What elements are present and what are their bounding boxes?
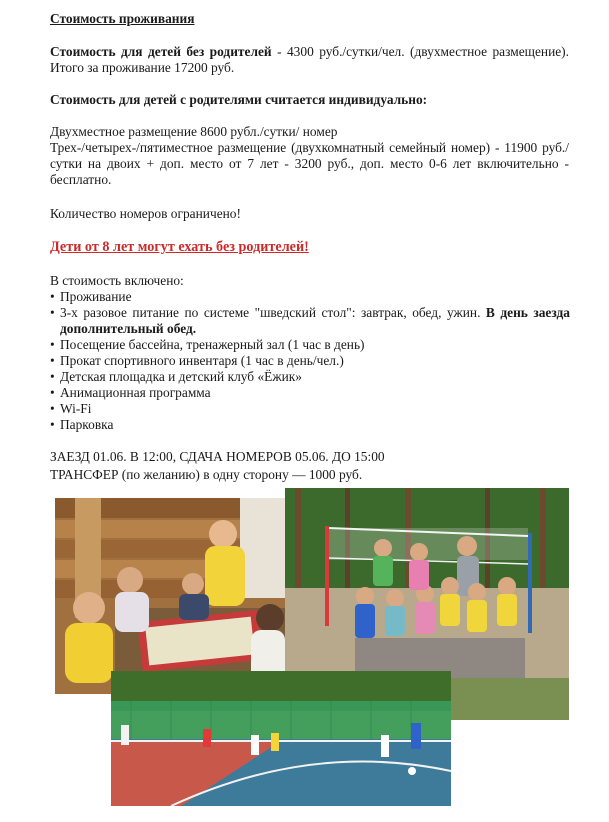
price-kids-with-parents: Стоимость для детей с родителями считается индивидуально: (50, 92, 428, 107)
included-item: • Анимационная программа (50, 385, 570, 401)
highlight-note: Дети от 8 лет могут ехать без родителей! (50, 239, 309, 255)
photo-sports-court (111, 671, 451, 806)
price-kids-without-parents (50, 44, 569, 76)
included-item: • Парковка (50, 417, 570, 433)
included-item: • Детская площадка и детский клуб «Ёжик» (50, 369, 570, 385)
page-heading: Стоимость проживания (50, 11, 195, 26)
double-room-price: Двухместное размещение 8600 рубл./сутки/ номер (50, 124, 338, 139)
price-kids-without-parents-text: - 4300 руб./сутки/чел. (двухместное размещение). Итого за проживание 17200 руб. (50, 44, 569, 75)
included-item: • Wi-Fi (50, 401, 570, 417)
included-item: • Посещение бассейна, тренажерный зал (1 час в день) (50, 337, 570, 353)
included-item: • Проживание (50, 289, 570, 305)
photo-board-game (55, 498, 285, 694)
included-title: В стоимость включено: (50, 273, 184, 288)
transfer-price: ТРАНСФЕР (по желанию) в одну сторону — 1000 руб. (50, 467, 363, 482)
included-list (50, 289, 570, 433)
included-item: • 3-х разовое питание по системе "шведский стол": завтрак, обед, ужин. В день заезда дополнительный обед. (50, 305, 570, 337)
family-room-price: Трех-/четырех-/пятиместное размещение (двухкомнатный семейный номер) - 11900 руб./сутки на двоих + доп. место от 7 лет - 3200 руб., доп. место 0-6 лет включительно - бесплатно. (50, 140, 569, 187)
price-kids-without-parents-label: Стоимость для детей без родителей (50, 44, 272, 59)
limited-rooms-note: Количество номеров ограничено! (50, 206, 241, 221)
included-item: • Прокат спортивного инвентаря (1 час в день/чел.) (50, 353, 570, 369)
checkin-checkout-times: ЗАЕЗД 01.06. В 12:00, СДАЧА НОМЕРОВ 05.06. ДО 15:00 (50, 449, 385, 464)
